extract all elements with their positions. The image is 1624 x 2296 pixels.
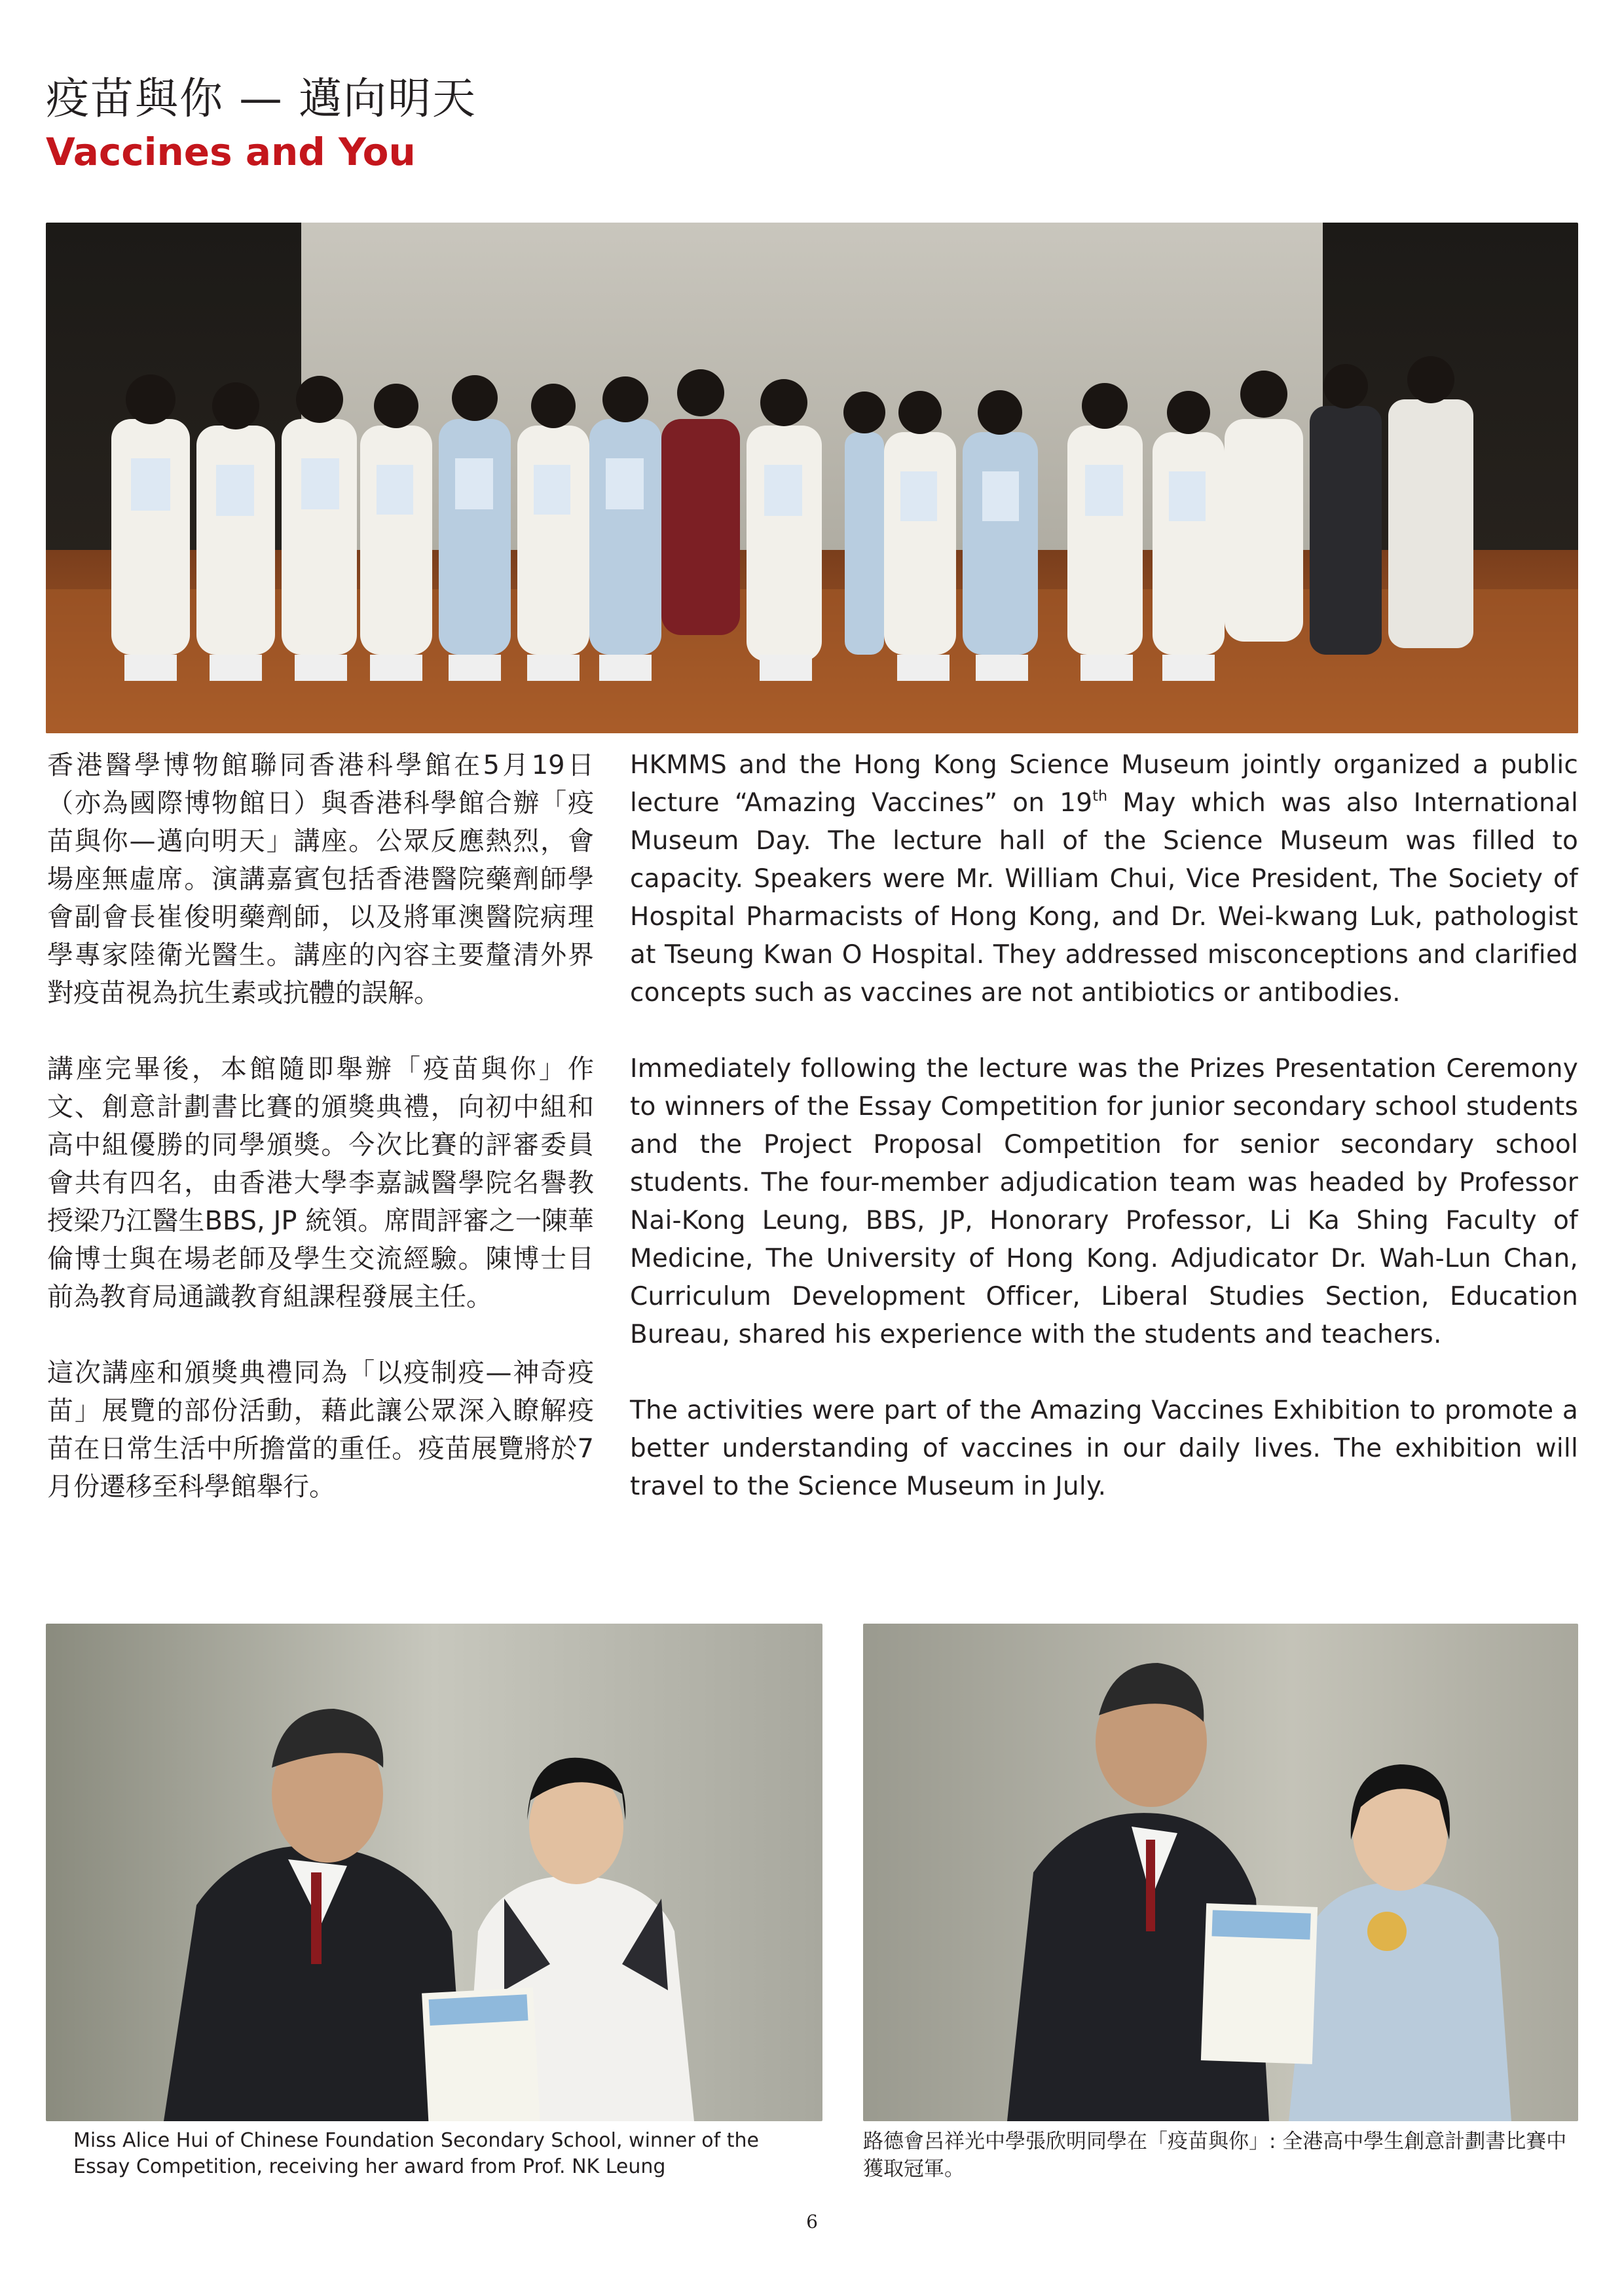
award-photo-left (46, 1624, 822, 2121)
body-text-english (630, 746, 1578, 1544)
caption-left: Miss Alice Hui of Chinese Foundation Secondary School, winner of the Essay Competition, receiving her award from Prof. NK Leung (73, 2129, 759, 2178)
body-text-chinese (47, 746, 594, 1544)
award-photo-right (863, 1624, 1578, 2121)
page-title-english: Vaccines and You (46, 130, 416, 174)
paragraph-zh-3: 這次講座和頒獎典禮同為「以疫制疫—神奇疫苗」展覽的部份活動，藉此讓公眾深入瞭解疫苗在日常生活中所擔當的重任。疫苗展覽將於7月份遷移至科學館舉行。 (47, 1358, 594, 1502)
caption-right: 路德會呂祥光中學張欣明同學在「疫苗與你」: 全港高中學生創意計劃書比賽中獲取冠軍。 (863, 2130, 1567, 2181)
paragraph-en-1-part-a: HKMMS and the Hong Kong Science Museum jointly organized a public lecture “Amazing Vaccines” on 19 (630, 750, 1578, 818)
paragraph-en-3: The activities were part of the Amazing Vaccines Exhibition to promote a better understanding of vaccines in our daily lives. The exhibition will travel to the Science Museum in July. (630, 1396, 1578, 1501)
ordinal-suffix: th (1092, 788, 1108, 805)
paragraph-zh-1: 香港醫學博物館聯同香港科學館在5月19日（亦為國際博物館日）與香港科學館合辦「疫苗與你—邁向明天」講座。公眾反應熱烈，會場座無虛席。演講嘉賓包括香港醫院藥劑師學會副會長崔俊明藥劑師，以及將軍澳醫院病理學專家陸衛光醫生。講座的內容主要釐清外界對疫苗視為抗生素或抗體的誤解。 (47, 750, 594, 1008)
page-number: 6 (806, 2211, 818, 2232)
paragraph-zh-2: 講座完畢後，本館隨即舉辦「疫苗與你」作文、創意計劃書比賽的頒獎典禮，向初中組和高中組優勝的同學頒獎。今次比賽的評審委員會共有四名，由香港大學李嘉誠醫學院名譽教授梁乃江醫生BBS, JP 統領。席間評審之一陳華倫博士與在場老師及學生交流經驗。陳博士目前為教育局通識教育組課程發展主任。 (47, 1054, 594, 1312)
page-title-chinese: 疫苗與你 — 邁向明天 (46, 73, 477, 124)
paragraph-en-2: Immediately following the lecture was the Prizes Presentation Ceremony to winners of the Essay Competition for junior secondary school students and the Project Proposal Competition for senior secondary school students. The four-member adjudication team was headed by Professor Nai-Kong Leung, BBS, JP, Honorary Professor, Li Ka Shing Faculty of Medicine, The University of Hong Kong. Adjudicator Dr. Wah-Lun Chan, Curriculum Development Officer, Liberal Studies Section, Education Bureau, shared his experience with the students and teachers. (630, 1054, 1578, 1349)
group-photo (46, 223, 1578, 733)
paragraph-en-1 (630, 746, 1578, 1012)
paragraph-en-1-part-b: May which was also International Museum Day. The lecture hall of the Science Museum was filled to capacity. Speakers were Mr. William Chui, Vice President, The Society of Hospital Pharmacists of Hong Kong, and Dr. Wei-kwang Luk, pathologist at Tseung Kwan O Hospital. They addressed misconceptions and clarified concepts such as vaccines are not antibiotics or antibodies. (630, 788, 1578, 1008)
